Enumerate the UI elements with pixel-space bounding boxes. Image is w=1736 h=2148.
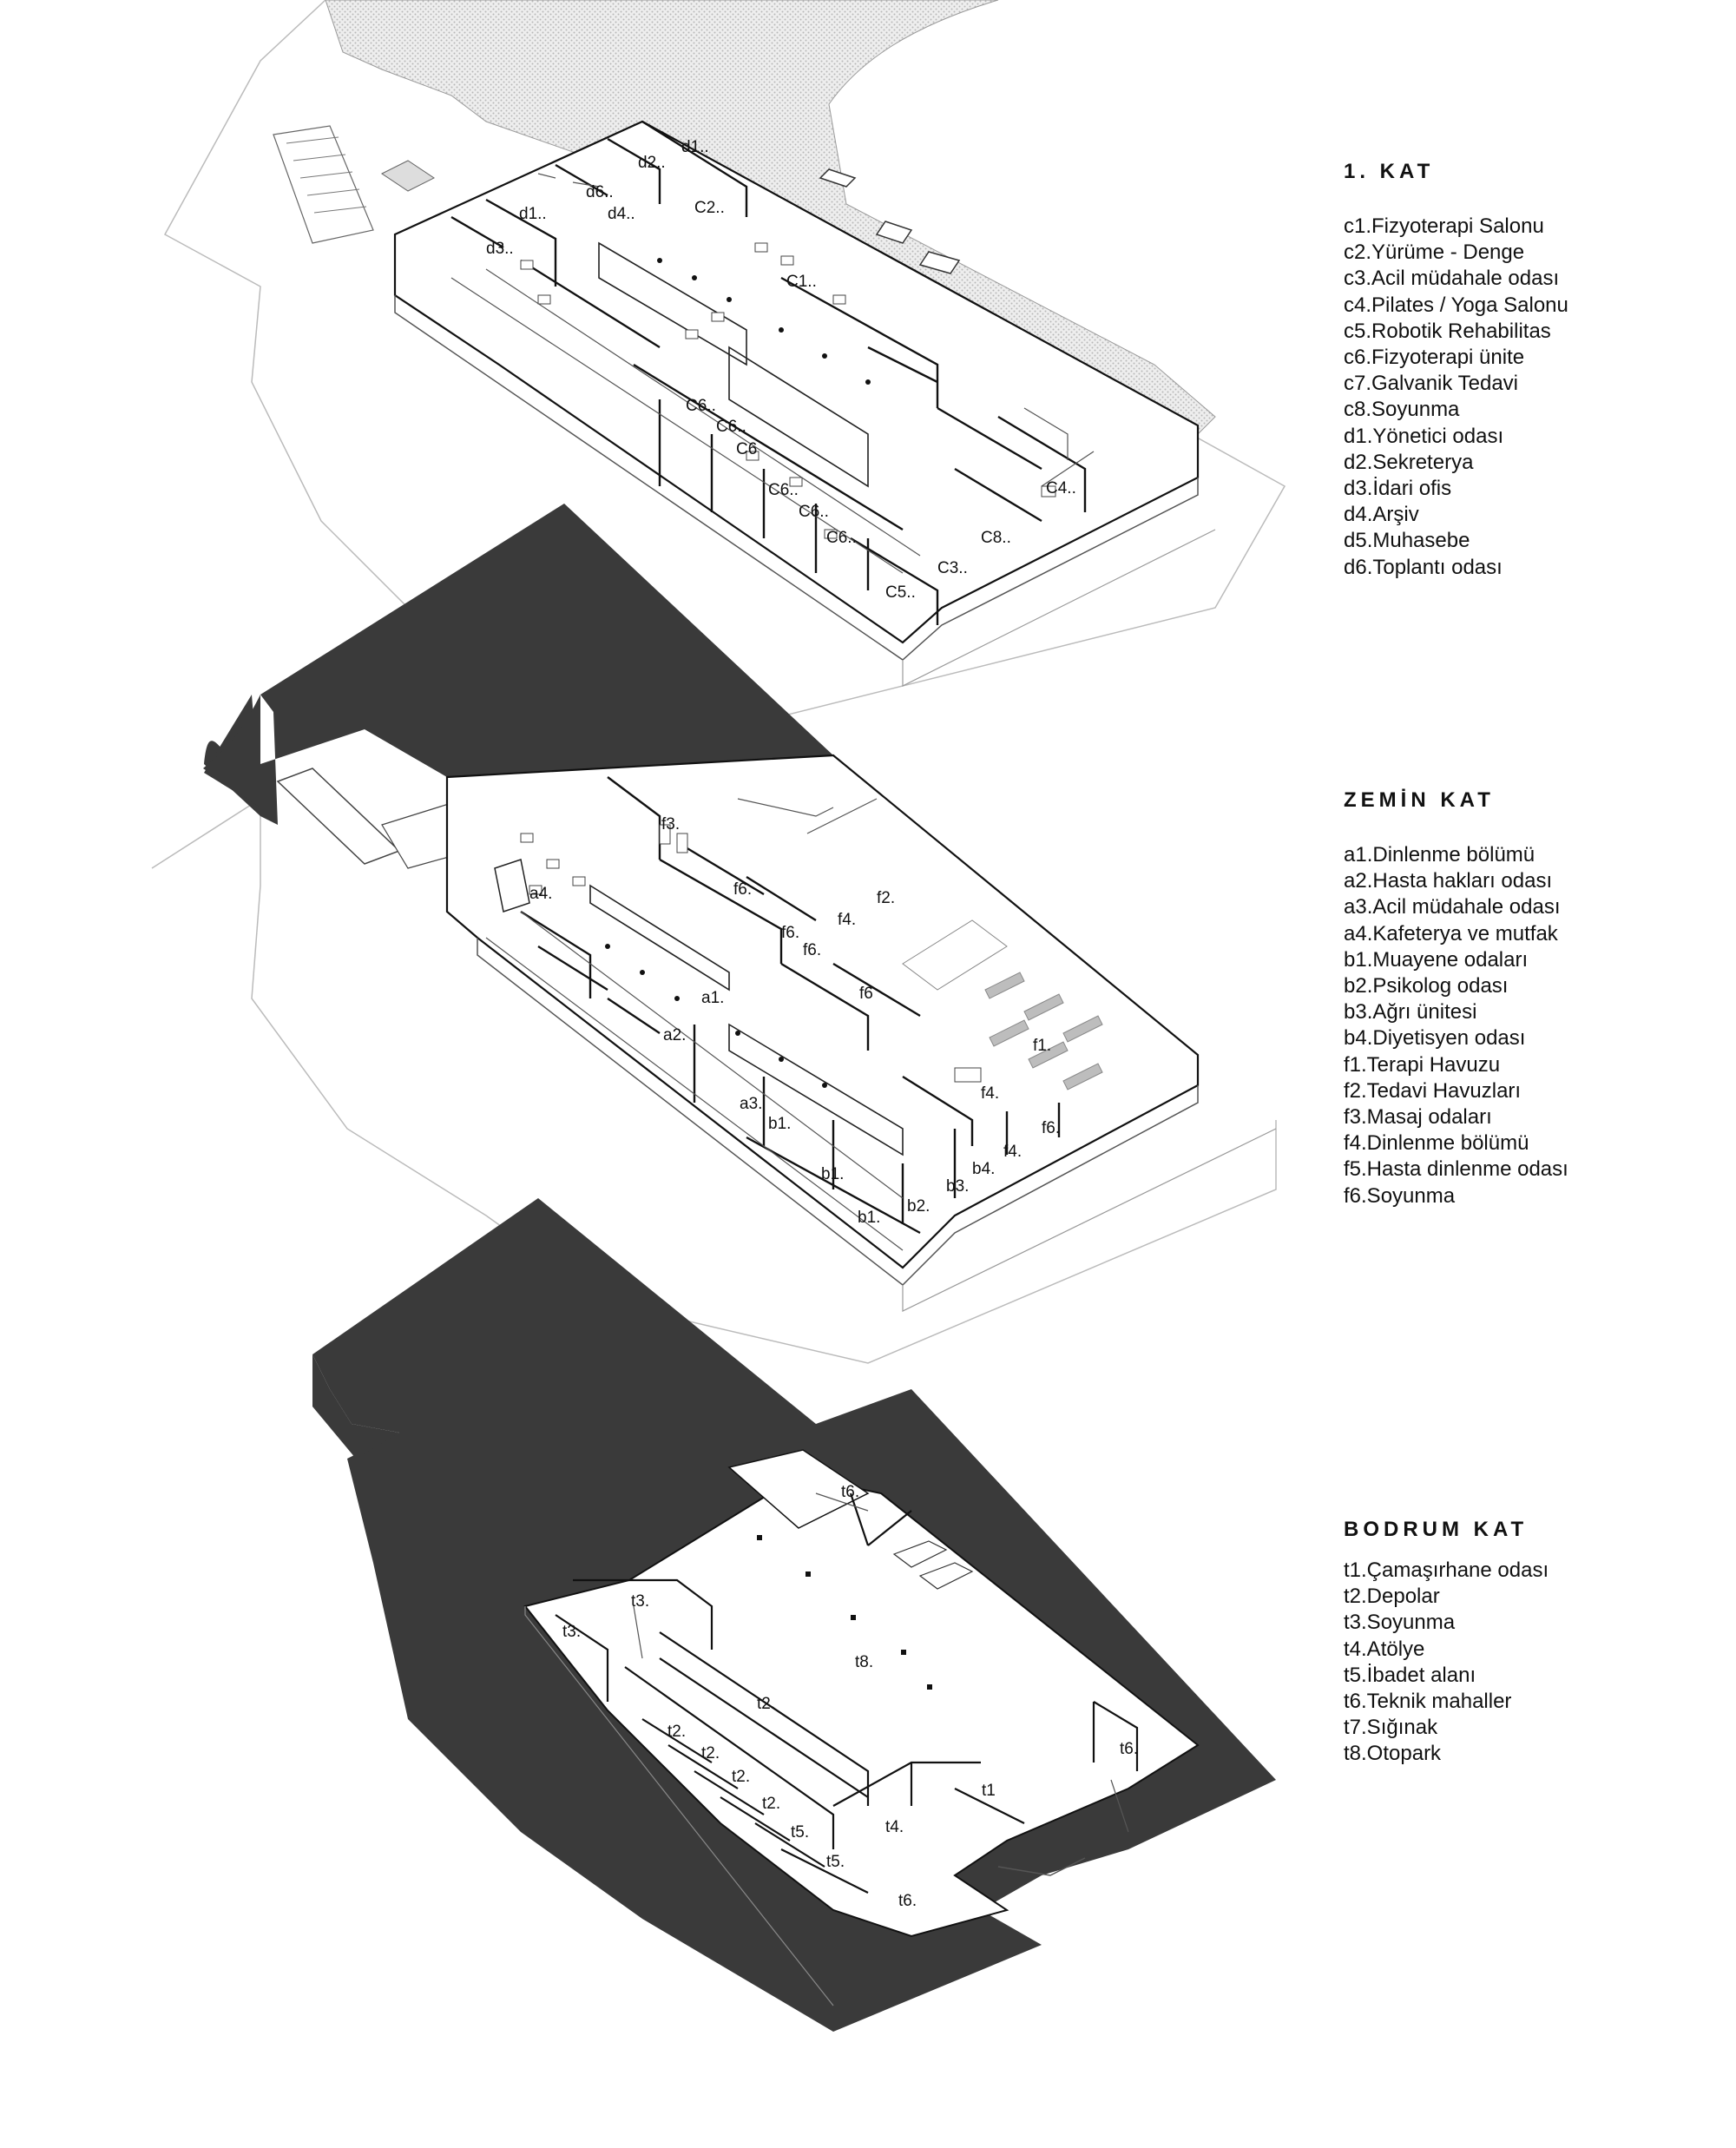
- room-label: f4.: [981, 1084, 1000, 1103]
- room-label: d4..: [608, 205, 635, 223]
- room-label: f6.: [803, 941, 822, 959]
- room-entry: a1.Dinlenme bölümü: [1344, 843, 1535, 866]
- room-label: t1: [982, 1782, 996, 1800]
- room-entry: f3.Masaj odaları: [1344, 1105, 1492, 1130]
- room-entry: t7.Sığınak: [1344, 1716, 1438, 1740]
- room-label: b1.: [858, 1209, 881, 1227]
- room-label: t6.: [841, 1483, 860, 1501]
- room-label: t5.: [791, 1823, 810, 1842]
- legend-zemin-kat: [1344, 788, 1726, 1209]
- room-entry: d3.İdari ofis: [1344, 477, 1452, 501]
- room-label: b3.: [946, 1177, 970, 1196]
- room-label: C8..: [981, 529, 1011, 547]
- room-label: C6..: [799, 503, 829, 521]
- room-entry: c2.Yürüme - Denge: [1344, 240, 1525, 265]
- room-entry: t1.Çamaşırhane odası: [1344, 1558, 1549, 1582]
- room-label: t8.: [855, 1653, 874, 1671]
- legend-bodrum-kat: [1344, 1518, 1726, 1768]
- room-label: C6: [736, 440, 758, 458]
- room-label: t6.: [1120, 1740, 1139, 1758]
- room-entry: b2.Psikolog odası: [1344, 974, 1509, 998]
- room-entry: a3.Acil müdahale odası: [1344, 895, 1561, 919]
- room-label: a3.: [740, 1095, 763, 1113]
- room-label: C5..: [885, 583, 916, 602]
- room-label: a1.: [701, 989, 725, 1007]
- room-label: t3.: [562, 1623, 582, 1641]
- floor-title: 1. KAT: [1344, 160, 1435, 183]
- room-entry: a2.Hasta hakları odası: [1344, 869, 1553, 893]
- room-label: t2.: [667, 1723, 687, 1741]
- room-entry: c1.Fizyoterapi Salonu: [1344, 214, 1544, 238]
- room-entry: t6.Teknik mahaller: [1344, 1690, 1512, 1714]
- room-label: C3..: [937, 559, 968, 577]
- floor-title: ZEMİN KAT: [1344, 788, 1495, 812]
- room-entry: a4.Kafeterya ve mutfak: [1344, 921, 1558, 946]
- room-list: [1344, 1558, 1726, 1768]
- room-label: b2.: [907, 1197, 930, 1216]
- legend-1-kat: [1344, 160, 1726, 581]
- room-label: C6..: [768, 481, 799, 499]
- room-entry: c6.Fizyoterapi ünite: [1344, 346, 1525, 370]
- room-label: t3.: [631, 1592, 650, 1611]
- room-entry: t3.Soyunma: [1344, 1611, 1456, 1635]
- room-label: b1.: [768, 1115, 792, 1133]
- room-entry: b1.Muayene odaları: [1344, 947, 1529, 972]
- room-entry: b3.Ağrı ünitesi: [1344, 1000, 1477, 1025]
- room-label: d1..: [519, 205, 547, 223]
- room-label: t2.: [757, 1695, 776, 1713]
- room-label: d2..: [638, 154, 666, 172]
- room-entry: c5.Robotik Rehabilitas: [1344, 319, 1551, 343]
- room-label: C2..: [694, 199, 725, 217]
- room-entry: t5.İbadet alanı: [1344, 1663, 1476, 1687]
- room-entry: c3.Acil müdahale odası: [1344, 267, 1560, 291]
- room-label: C4..: [1046, 479, 1076, 497]
- room-entry: c8.Soyunma: [1344, 398, 1460, 422]
- room-label: d1..: [681, 138, 709, 156]
- room-entry: c7.Galvanik Tedavi: [1344, 372, 1518, 396]
- room-entry: d4.Arşiv: [1344, 503, 1419, 527]
- room-list: [1344, 842, 1726, 1209]
- room-label: f6.: [781, 924, 800, 942]
- room-label: f2.: [877, 889, 896, 907]
- room-label: f4.: [838, 911, 857, 929]
- room-label: b4.: [972, 1160, 996, 1178]
- room-entry: f2.Tedavi Havuzları: [1344, 1078, 1522, 1103]
- room-label: f1.: [1033, 1037, 1052, 1055]
- floor-plan-zemin-kat: [152, 504, 1276, 1363]
- room-label: C1..: [786, 273, 817, 291]
- room-label: t2.: [732, 1768, 751, 1786]
- room-label: f3.: [661, 815, 681, 834]
- room-label: C6..: [686, 397, 716, 415]
- room-entry: d2.Sekreterya: [1344, 450, 1474, 474]
- room-label: t2.: [762, 1795, 781, 1813]
- room-entry: f5.Hasta dinlenme odası: [1344, 1157, 1568, 1182]
- room-label: t2.: [701, 1744, 720, 1763]
- room-entry: t4.Atölye: [1344, 1637, 1425, 1661]
- room-entry: d5.Muhasebe: [1344, 529, 1470, 553]
- room-entry: b4.Diyetisyen odası: [1344, 1026, 1526, 1051]
- room-label: t5.: [826, 1853, 845, 1871]
- room-label: d3..: [486, 240, 514, 258]
- room-entry: t8.Otopark: [1344, 1742, 1442, 1766]
- room-label: f6.: [733, 880, 753, 899]
- room-entry: d1.Yönetici odası: [1344, 424, 1504, 448]
- room-label: f4.: [1003, 1143, 1023, 1161]
- room-label: d6..: [586, 183, 614, 201]
- room-label: b1.: [821, 1165, 845, 1183]
- room-entry: d6.Toplantı odası: [1344, 555, 1503, 579]
- room-label: a2.: [663, 1026, 687, 1044]
- floor-title: BODRUM KAT: [1344, 1518, 1529, 1541]
- room-entry: f4.Dinlenme bölümü: [1344, 1131, 1529, 1156]
- room-entry: f1.Terapi Havuzu: [1344, 1052, 1501, 1077]
- room-entry: f6.Soyunma: [1344, 1183, 1456, 1208]
- room-label: t6.: [898, 1892, 917, 1910]
- room-label: f6.: [1042, 1119, 1061, 1137]
- room-label: C6..: [716, 418, 746, 436]
- floor-plan-bodrum-kat: [312, 1198, 1276, 2032]
- room-list: [1344, 214, 1726, 581]
- room-label: t4.: [885, 1818, 904, 1836]
- room-entry: c4.Pilates / Yoga Salonu: [1344, 293, 1568, 317]
- room-label: a4.: [529, 885, 553, 903]
- room-label: f6: [859, 985, 873, 1003]
- floor-slab-zemin: [447, 755, 1198, 1268]
- room-label: C6..: [826, 529, 857, 547]
- room-entry: t2.Depolar: [1344, 1585, 1440, 1609]
